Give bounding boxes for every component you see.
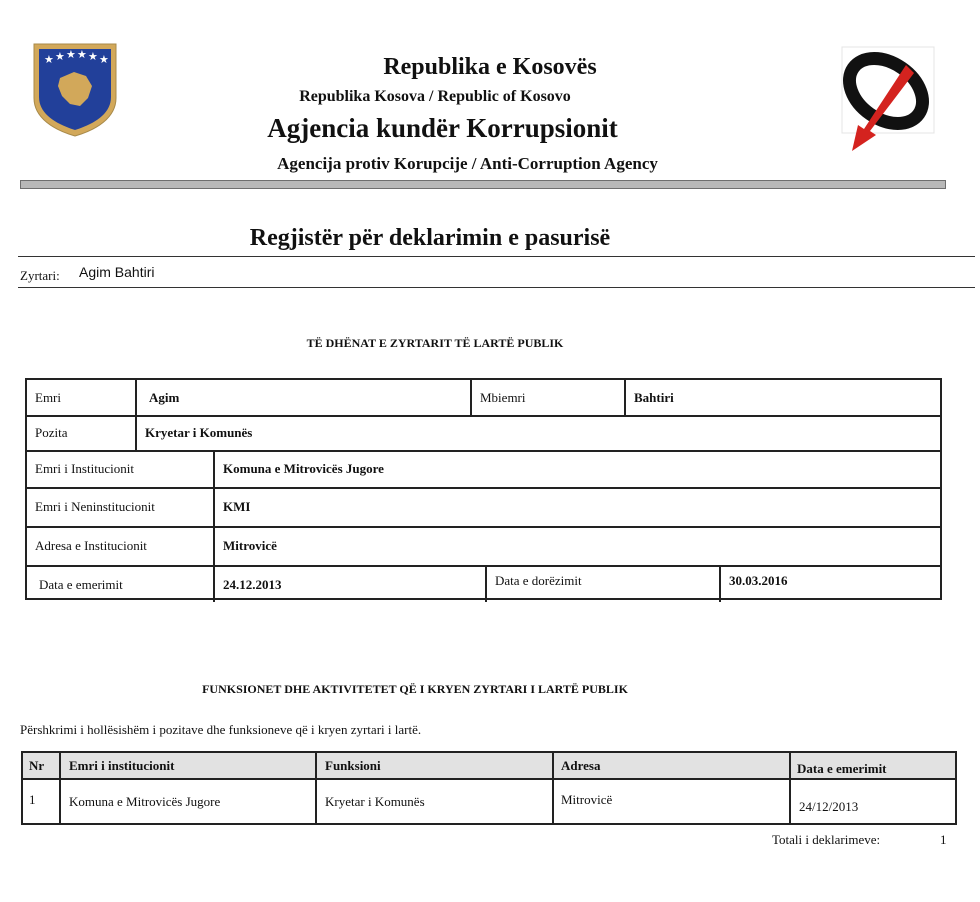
table-header xyxy=(23,753,955,780)
emri-label: Emri xyxy=(35,389,61,405)
data-dorezimit-value: 30.03.2016 xyxy=(729,573,788,588)
section-official-data-title: TË DHËNAT E ZYRTARIT TË LARTË PUBLIK xyxy=(306,336,564,350)
column-header-institution: Emri i institucionit xyxy=(69,757,175,773)
neninstitucioni-label: Emri i Neninstitucionit xyxy=(35,499,155,514)
official-value: Agim Bahtiri xyxy=(79,264,155,280)
adresa-value: Mitrovicë xyxy=(223,538,277,553)
functions-table xyxy=(21,751,957,825)
section-functions-description: Përshkrimi i hollësishëm i pozitave dhe funksioneve që i kryen zyrtari i lartë. xyxy=(20,722,422,737)
official-label: Zyrtari: xyxy=(20,268,60,283)
svg-text:★: ★ xyxy=(66,48,76,61)
data-emerimit-label: Data e emerimit xyxy=(39,577,123,592)
svg-text:★: ★ xyxy=(99,53,109,66)
column-header-address: Adresa xyxy=(561,757,601,773)
table-cell-function: Kryetar i Komunës xyxy=(325,793,425,809)
svg-text:★: ★ xyxy=(44,53,54,66)
table-cell-address: Mitrovicë xyxy=(561,792,613,807)
table-cell-institution: Komuna e Mitrovicës Jugore xyxy=(69,793,221,809)
mbiemri-value: Bahtiri xyxy=(634,389,674,405)
agency-name-translations: Agencija protiv Korupcije / Anti-Corruption Agency xyxy=(277,154,658,173)
pozita-label: Pozita xyxy=(35,425,68,440)
total-declarations-label: Totali i deklarimeve: xyxy=(772,832,881,847)
institucioni-value: Komuna e Mitrovicës Jugore xyxy=(223,461,384,476)
official-data-grid xyxy=(25,378,942,600)
svg-text:★: ★ xyxy=(88,50,98,63)
country-name-translations: Republika Kosova / Republic of Kosovo xyxy=(299,88,571,105)
section-functions-title: FUNKSIONET DHE AKTIVITETET QË I KRYEN ZYRTARI I LARTË PUBLIK xyxy=(202,682,628,696)
agency-name: Agjencia kundër Korrupsionit xyxy=(267,113,618,143)
institucioni-label: Emri i Institucionit xyxy=(35,461,134,476)
column-header-function: Funksioni xyxy=(325,757,381,773)
adresa-label: Adresa e Institucionit xyxy=(35,538,147,553)
svg-text:★: ★ xyxy=(55,50,65,63)
total-declarations-value: 1 xyxy=(940,832,947,847)
column-header-nr: Nr xyxy=(29,757,45,773)
country-name: Republika e Kosovës xyxy=(383,54,597,80)
neninstitucioni-value: KMI xyxy=(223,499,251,514)
column-header-appointment-date: Data e emerimit xyxy=(797,760,887,776)
divider-top xyxy=(18,256,975,257)
divider-bottom xyxy=(18,287,975,288)
svg-text:★: ★ xyxy=(77,48,87,61)
data-dorezimit-label: Data e dorëzimit xyxy=(495,573,582,588)
table-cell-appointment-date: 24/12/2013 xyxy=(799,798,859,814)
header-divider xyxy=(20,180,946,189)
data-emerimit-value: 24.12.2013 xyxy=(223,577,282,592)
table-cell-nr: 1 xyxy=(29,792,36,807)
register-title: Regjistër për deklarimin e pasurisë xyxy=(249,225,611,251)
emri-value: Agim xyxy=(149,389,180,405)
mbiemri-label: Mbiemri xyxy=(480,389,526,405)
pozita-value: Kryetar i Komunës xyxy=(145,425,253,440)
